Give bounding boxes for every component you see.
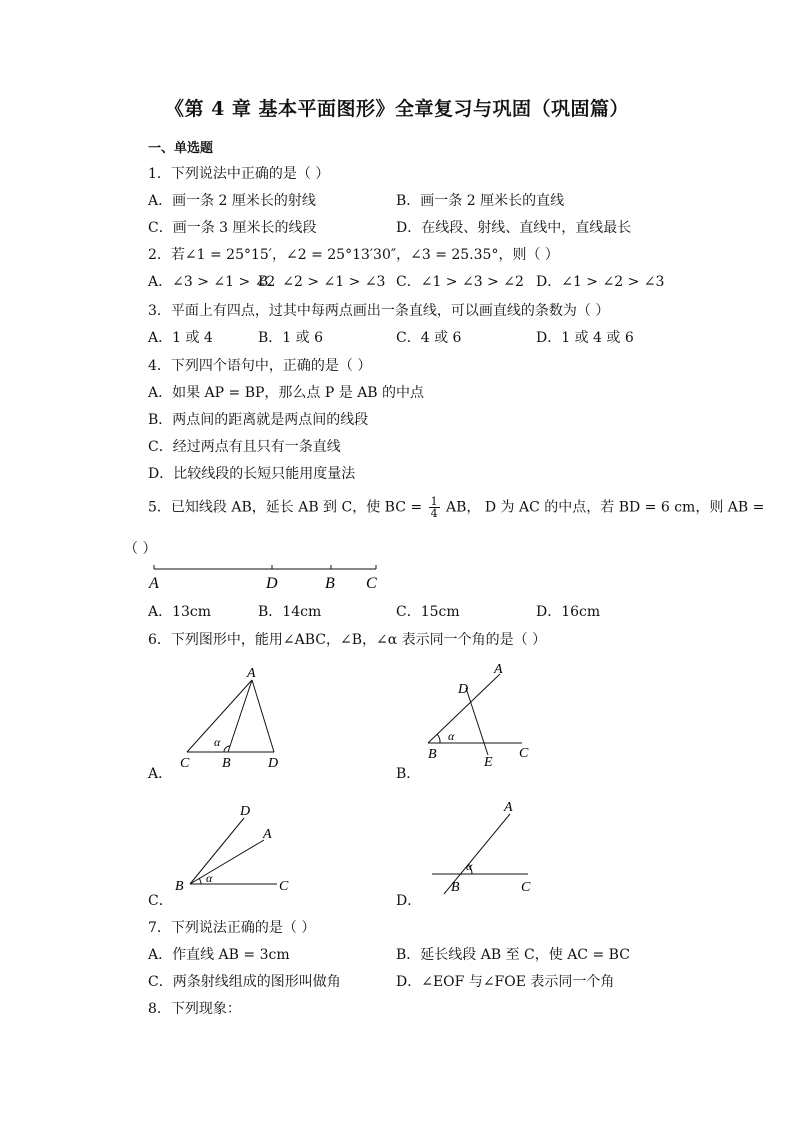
q5-stem-post: AB， D 为 AC 的中点，若 BD = 6 cm，则 AB = xyxy=(446,499,765,516)
fig-a-label-b: B xyxy=(222,756,231,771)
q6-figure-d xyxy=(420,796,550,896)
q5-fraction xyxy=(429,496,440,519)
q5-option-a: A．13cm xyxy=(148,604,212,620)
q6-option-a: A． xyxy=(148,766,173,782)
fig-b-label-e: E xyxy=(484,755,493,770)
fig-a-label-d: D xyxy=(268,756,279,771)
q5-stem-pre: 5．已知线段 AB，延长 AB 到 C，使 BC = xyxy=(148,499,423,516)
q2-stem: 2．若∠1 = 25°15′，∠2 = 25°13′30″，∠3 = 25.35°，则（ ） xyxy=(148,247,559,263)
q3-option-b: B．1 或 6 xyxy=(258,330,324,346)
q7-option-c: C．两条射线组成的图形叫做角 xyxy=(148,974,341,990)
label-a: A xyxy=(149,575,159,592)
fig-a-label-a: A xyxy=(247,666,256,681)
fig-d-label-a: A xyxy=(504,800,513,815)
label-b: B xyxy=(325,575,335,592)
q2-option-a: A．∠3 > ∠1 > ∠2 xyxy=(148,274,276,290)
fig-b-label-d: D xyxy=(458,682,469,697)
fig-a-label-c: C xyxy=(180,756,190,771)
fig-c-angle-arc xyxy=(199,878,201,884)
fig-c-label-d: D xyxy=(240,804,251,819)
fig-a-label-alpha: α xyxy=(214,735,221,749)
q7-stem: 7．下列说法正确的是（ ） xyxy=(148,920,316,936)
fig-c-label-alpha: α xyxy=(206,871,213,885)
q2-option-d: D．∠1 > ∠2 > ∠3 xyxy=(536,274,665,290)
q4-option-d: D．比较线段的长短只能用度量法 xyxy=(148,466,356,482)
q5-paren: （ ） xyxy=(124,541,157,557)
q7-option-b: B．延长线段 AB 至 C，使 AC = BC xyxy=(396,947,630,963)
fig-c-label-b: B xyxy=(175,879,184,894)
fig-c-label-c: C xyxy=(279,879,289,894)
q5-frac-den: 4 xyxy=(430,507,438,520)
q3-option-a: A．1 或 4 xyxy=(148,330,213,346)
q4-option-a: A．如果 AP = BP，那么点 P 是 AB 的中点 xyxy=(148,385,425,401)
fig-a-line-da xyxy=(252,680,274,752)
q7-option-d: D．∠EOF 与∠FOE 表示同一个角 xyxy=(396,974,615,990)
q3-option-c: C．4 或 6 xyxy=(396,330,462,346)
fig-b-line-de xyxy=(466,688,488,755)
fig-d-label-b: B xyxy=(451,880,460,895)
q5-option-d: D．16cm xyxy=(536,604,601,620)
q5-segment-figure xyxy=(140,560,390,596)
fig-d-label-c: C xyxy=(521,880,531,895)
fig-d-label-alpha: α xyxy=(466,859,473,873)
page-title: 《第 4 章 基本平面图形》全章复习与巩固（巩固篇） xyxy=(164,98,630,120)
q5-stem xyxy=(148,496,764,519)
q8-stem: 8．下列现象： xyxy=(148,1001,241,1017)
q4-option-c: C．经过两点有且只有一条直线 xyxy=(148,439,341,455)
fig-c-line-ba xyxy=(190,840,264,884)
fig-b-label-c: C xyxy=(519,746,529,761)
q1-option-b: B．画一条 2 厘米长的直线 xyxy=(396,193,565,209)
q1-stem: 1．下列说法中正确的是（ ） xyxy=(148,166,330,182)
q3-option-d: D．1 或 4 或 6 xyxy=(536,330,634,346)
q5-option-c: C．15cm xyxy=(396,604,460,620)
q1-option-a: A．画一条 2 厘米长的射线 xyxy=(148,193,316,209)
q6-option-c: C． xyxy=(148,893,173,909)
q6-option-b: B． xyxy=(396,766,421,782)
fig-c-label-a: A xyxy=(263,827,272,842)
q6-option-d: D． xyxy=(396,893,422,909)
q6-stem: 6．下列图形中，能用∠ABC，∠B，∠α 表示同一个角的是（ ） xyxy=(148,632,547,648)
q2-option-c: C．∠1 > ∠3 > ∠2 xyxy=(396,274,524,290)
q3-stem: 3．平面上有四点，过其中每两点画出一条直线，可以画直线的条数为（ ） xyxy=(148,303,610,319)
q6-figure-b xyxy=(420,660,550,775)
fig-a-line-ba xyxy=(228,680,252,752)
section-heading: 一、单选题 xyxy=(148,141,214,156)
q7-option-a: A．作直线 AB = 3cm xyxy=(148,947,290,963)
q5-option-b: B．14cm xyxy=(258,604,322,620)
q4-option-b: B．两点间的距离就是两点间的线段 xyxy=(148,412,369,428)
label-d: D xyxy=(266,575,278,592)
q6-figure-c xyxy=(170,798,300,898)
fig-b-label-alpha: α xyxy=(448,729,455,743)
q4-stem: 4．下列四个语句中，正确的是（ ） xyxy=(148,358,372,374)
q1-option-d: D．在线段、射线、直线中，直线最长 xyxy=(396,220,632,236)
fig-b-label-a: A xyxy=(494,662,503,677)
q2-option-b: B．∠2 > ∠1 > ∠3 xyxy=(258,274,386,290)
label-c: C xyxy=(366,575,377,592)
fig-c-line-bd xyxy=(190,818,244,884)
fig-b-angle-arc xyxy=(437,734,440,743)
q5-frac-num: 1 xyxy=(430,495,438,508)
fig-b-label-b: B xyxy=(428,747,437,762)
q6-figure-a xyxy=(170,660,300,775)
q1-option-c: C．画一条 3 厘米长的线段 xyxy=(148,220,317,236)
